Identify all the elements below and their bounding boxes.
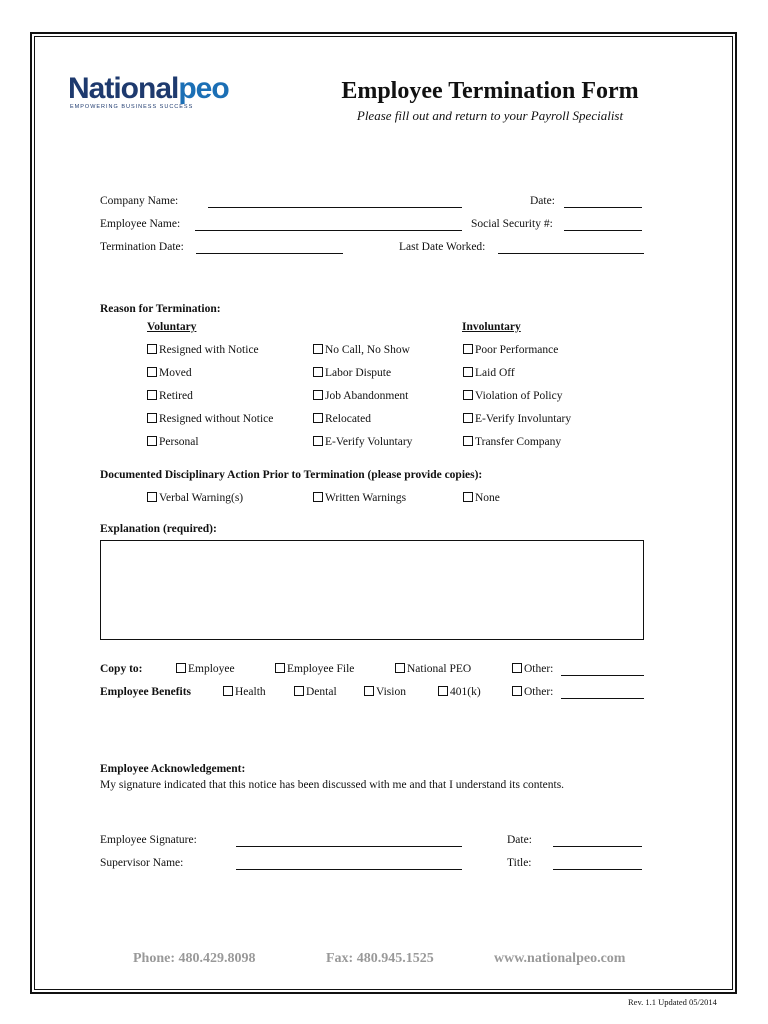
checkbox[interactable] (313, 390, 323, 400)
benefits-option[interactable]: 401(k) (438, 686, 481, 698)
checkbox[interactable] (463, 390, 473, 400)
form-title: Employee Termination Form (341, 78, 639, 104)
employee-signature-label: Employee Signature: (100, 834, 197, 846)
reason-option[interactable]: Resigned with Notice (147, 344, 273, 367)
reason-option[interactable]: E-Verify Involuntary (463, 413, 571, 436)
benefits-label: Employee Benefits (100, 686, 192, 698)
checkbox[interactable] (275, 663, 285, 673)
copy-to-label: Copy to: (100, 663, 143, 675)
employee-name-label: Employee Name: (100, 218, 181, 230)
reason-heading: Reason for Termination: (100, 303, 221, 315)
disciplinary-option[interactable]: Written Warnings (313, 492, 406, 504)
reason-option[interactable]: Relocated (313, 413, 412, 436)
checkbox[interactable] (313, 492, 323, 502)
copy-to-other-field[interactable] (561, 675, 644, 676)
reason-option[interactable]: Poor Performance (463, 344, 571, 367)
checkbox[interactable] (313, 436, 323, 446)
copy-to-option[interactable]: National PEO (395, 663, 471, 675)
reason-option[interactable]: Transfer Company (463, 436, 571, 459)
copy-to-option[interactable]: Employee (176, 663, 235, 675)
reason-option[interactable]: Resigned without Notice (147, 413, 273, 436)
disciplinary-option[interactable]: Verbal Warning(s) (147, 492, 243, 504)
checkbox[interactable] (147, 413, 157, 423)
copy-to-option[interactable]: Employee File (275, 663, 354, 675)
reason-option[interactable]: Moved (147, 367, 273, 390)
checkbox[interactable] (364, 686, 374, 696)
checkbox[interactable] (313, 344, 323, 354)
form-subtitle: Please fill out and return to your Payroll Specialist (356, 108, 624, 123)
title-label: Title: (507, 857, 532, 869)
date-field[interactable] (564, 207, 642, 208)
checkbox[interactable] (438, 686, 448, 696)
employee-signature-field[interactable] (236, 846, 462, 847)
disciplinary-option[interactable]: None (463, 492, 500, 504)
date-label: Date: (530, 195, 555, 207)
signature-date-field[interactable] (553, 846, 642, 847)
benefits-option[interactable]: Other: (512, 686, 553, 698)
benefits-option[interactable]: Dental (294, 686, 337, 698)
disciplinary-heading: Documented Disciplinary Action Prior to Termination (please provide copies): (100, 469, 483, 481)
employee-name-field[interactable] (195, 230, 462, 231)
benefits-other-field[interactable] (561, 698, 644, 699)
signature-date-label: Date: (507, 834, 532, 846)
acknowledgement-heading: Employee Acknowledgement: (100, 763, 246, 775)
checkbox[interactable] (294, 686, 304, 696)
explanation-heading: Explanation (required): (100, 523, 217, 535)
footer-fax: Fax: 480.945.1525 (326, 951, 434, 966)
checkbox[interactable] (176, 663, 186, 673)
checkbox[interactable] (463, 367, 473, 377)
checkbox[interactable] (147, 436, 157, 446)
company-logo: Nationalpeo EMPOWERING BUSINESS SUCCESS (68, 72, 229, 110)
company-name-field[interactable] (208, 207, 462, 208)
ssn-label: Social Security #: (471, 218, 553, 230)
title-field[interactable] (553, 869, 642, 870)
reason-col1 (147, 344, 273, 459)
company-name-label: Company Name: (100, 195, 179, 207)
reason-col2 (313, 344, 412, 459)
ssn-field[interactable] (564, 230, 642, 231)
checkbox[interactable] (463, 413, 473, 423)
reason-option[interactable]: No Call, No Show (313, 344, 412, 367)
acknowledgement-text: My signature indicated that this notice has been discussed with me and that I understand its contents. (100, 779, 565, 791)
checkbox[interactable] (147, 390, 157, 400)
benefits-option[interactable]: Health (223, 686, 266, 698)
checkbox[interactable] (512, 686, 522, 696)
last-date-worked-field[interactable] (498, 253, 644, 254)
reason-option[interactable]: Laid Off (463, 367, 571, 390)
supervisor-name-label: Supervisor Name: (100, 857, 184, 869)
footer-phone: Phone: 480.429.8098 (133, 951, 256, 966)
checkbox[interactable] (223, 686, 233, 696)
logo-tagline: EMPOWERING BUSINESS SUCCESS (70, 104, 194, 110)
reason-option[interactable]: E-Verify Voluntary (313, 436, 412, 459)
checkbox[interactable] (463, 492, 473, 502)
checkbox[interactable] (147, 492, 157, 502)
checkbox[interactable] (395, 663, 405, 673)
explanation-textarea[interactable] (100, 540, 644, 640)
voluntary-heading: Voluntary (147, 321, 197, 333)
checkbox[interactable] (463, 344, 473, 354)
checkbox[interactable] (147, 367, 157, 377)
last-date-worked-label: Last Date Worked: (399, 241, 486, 253)
footer-website[interactable]: www.nationalpeo.com (494, 951, 626, 966)
checkbox[interactable] (313, 413, 323, 423)
reason-col3 (463, 344, 571, 459)
reason-option[interactable]: Violation of Policy (463, 390, 571, 413)
reason-option[interactable]: Labor Dispute (313, 367, 412, 390)
checkbox[interactable] (463, 436, 473, 446)
checkbox[interactable] (313, 367, 323, 377)
checkbox[interactable] (147, 344, 157, 354)
checkbox[interactable] (512, 663, 522, 673)
reason-option[interactable]: Personal (147, 436, 273, 459)
termination-date-field[interactable] (196, 253, 343, 254)
reason-option[interactable]: Job Abandonment (313, 390, 412, 413)
reason-option[interactable]: Retired (147, 390, 273, 413)
benefits-option[interactable]: Vision (364, 686, 406, 698)
revision-note: Rev. 1.1 Updated 05/2014 (628, 997, 717, 1007)
supervisor-name-field[interactable] (236, 869, 462, 870)
termination-date-label: Termination Date: (100, 241, 184, 253)
involuntary-heading: Involuntary (462, 321, 521, 333)
copy-to-option[interactable]: Other: (512, 663, 553, 675)
